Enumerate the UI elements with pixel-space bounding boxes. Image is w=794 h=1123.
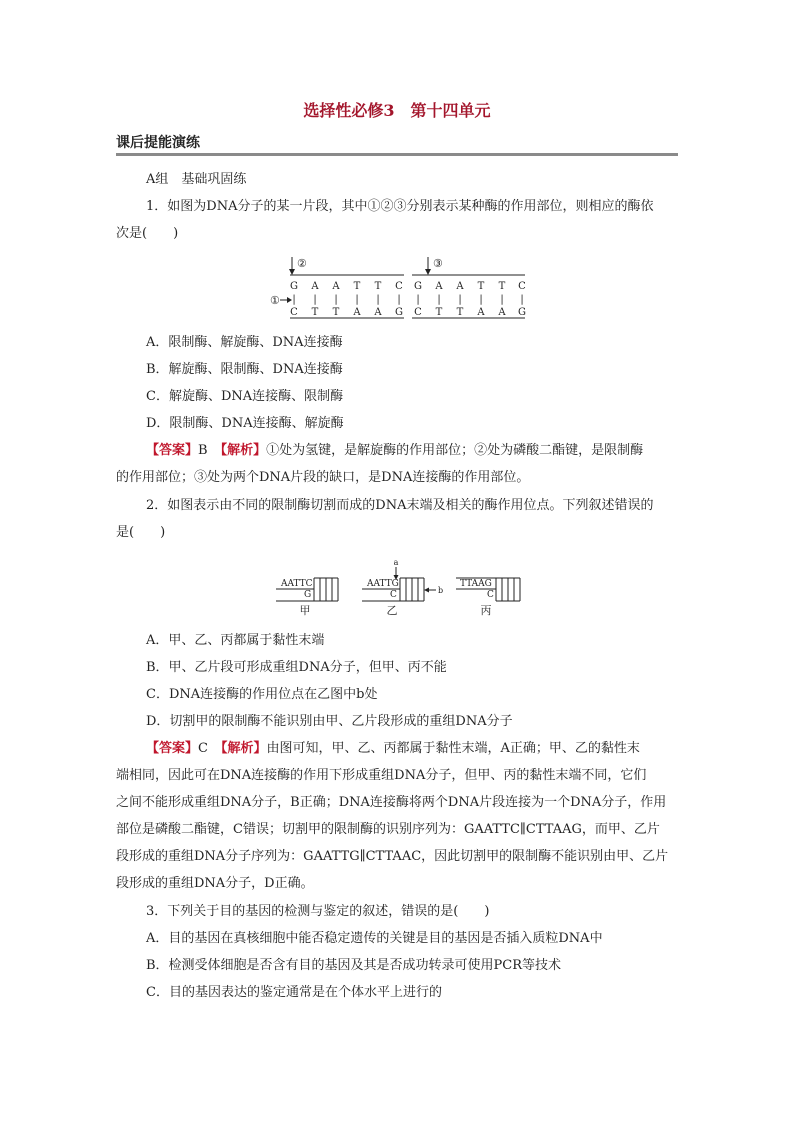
q2-analysis-line2: 端相同，因此可在DNA连接酶的作用下形成重组DNA分子，但甲、丙的黏性末端不同，它们 xyxy=(116,768,647,783)
q1-top-base: A xyxy=(332,281,340,292)
q2-option-a: A．甲、乙、丙都属于黏性末端 xyxy=(146,633,325,648)
q2-jia-base: G xyxy=(304,590,312,600)
q1-bottom-base: T xyxy=(311,307,319,318)
q1-stem-line1: 1．如图为DNA分子的某一片段，其中①②③分别表示某种酶的作用部位，则相应的酶依 xyxy=(146,199,654,214)
q1-hbond: | xyxy=(500,294,504,305)
q1-top-base: G xyxy=(290,281,298,292)
q1-bottom-base: A xyxy=(477,307,485,318)
q2-label-yi: 乙 xyxy=(386,604,398,617)
q2-answer-line xyxy=(146,740,640,758)
q1-hbond: | xyxy=(437,294,441,305)
q1-bottom-base: A xyxy=(353,307,361,318)
q1-hbond: | xyxy=(479,294,483,305)
q1-top-base: C xyxy=(395,281,403,292)
q1-hbond: | xyxy=(520,294,524,305)
q1-hbond: | xyxy=(355,294,359,305)
q1-stem-line2: 次是( ) xyxy=(116,226,179,241)
q2-label-jia: 甲 xyxy=(299,604,311,617)
q1-analysis-tag: 【解析】 xyxy=(220,443,267,458)
q1-hbond: | xyxy=(376,294,380,305)
q1-bottom-base: A xyxy=(374,307,382,318)
q1-top-base: T xyxy=(353,281,361,292)
q2-option-c: C．DNA连接酶的作用位点在乙图中b处 xyxy=(146,687,378,702)
q1-bottom-base: T xyxy=(456,307,464,318)
q1-bottom-base: G xyxy=(395,307,403,318)
q2-sticky-ends-figure xyxy=(268,556,530,620)
q2-answer-tag: 【答案】 xyxy=(146,741,199,756)
q1-top-base: G xyxy=(414,281,422,292)
q2-yi-sequence: AATTG xyxy=(367,579,399,589)
q2-stem-line1: 2．如图表示由不同的限制酶切割而成的DNA末端及相关的酶作用位点。下列叙述错误的 xyxy=(146,498,654,513)
q1-option-b: B．解旋酶、限制酶、DNA连接酶 xyxy=(146,362,343,377)
q1-dna-figure xyxy=(260,252,540,324)
q1-hbond: | xyxy=(397,294,401,305)
q1-bottom-base: G xyxy=(518,307,526,318)
q2-option-b: B．甲、乙片段可形成重组DNA分子，但甲、丙不能 xyxy=(146,660,447,675)
q1-option-c: C．解旋酶、DNA连接酶、限制酶 xyxy=(146,389,344,404)
q1-hbond: | xyxy=(416,294,420,305)
q1-option-a: A．限制酶、解旋酶、DNA连接酶 xyxy=(146,335,343,350)
q2-fragment-jia xyxy=(276,578,338,617)
page-title: 选择性必修3 第十四单元 xyxy=(303,101,491,120)
q2-yi-base: C xyxy=(390,590,397,600)
q3-option-c: C．目的基因表达的鉴定通常是在个体水平上进行的 xyxy=(146,985,442,1000)
q1-top-base: C xyxy=(518,281,526,292)
group-a-label: A组 基础巩固练 xyxy=(146,172,247,187)
q1-arrowhead-2 xyxy=(289,269,295,275)
q1-option-d: D．限制酶、DNA连接酶、解旋酶 xyxy=(146,416,344,431)
q1-bottom-base: T xyxy=(435,307,443,318)
q2-analysis-line5: 段形成的重组DNA分子序列为：GAATTG∥CTTAAC，因此切割甲的限制酶不能识别由甲、乙片 xyxy=(116,849,669,864)
q2-analysis-line6: 段形成的重组DNA分子，D正确。 xyxy=(116,876,314,891)
q1-top-base: A xyxy=(435,281,443,292)
q1-top-base: T xyxy=(498,281,506,292)
q1-analysis-line2: 的作用部位；③处为两个DNA片段的缺口，是DNA连接酶的作用部位。 xyxy=(116,470,530,485)
q2-mark-b: b xyxy=(438,586,444,595)
q2-arrowhead-b xyxy=(424,588,429,593)
q1-answer-tag: 【答案】 xyxy=(146,443,199,458)
q2-mark-a: a xyxy=(393,558,399,567)
q3-stem: 3．下列关于目的基因的检测与鉴定的叙述，错误的是( ) xyxy=(146,904,490,919)
section-heading: 课后提能演练 xyxy=(116,135,200,151)
q3-option-a: A．目的基因在真核细胞中能否稳定遗传的关键是目的基因是否插入质粒DNA中 xyxy=(146,931,603,946)
q2-fragment-bing xyxy=(456,578,520,617)
q1-arrowhead-1 xyxy=(287,297,292,303)
q1-hbond: | xyxy=(458,294,462,305)
q1-bottom-base: C xyxy=(290,307,298,318)
q2-analysis-line1: 由图可知，甲、乙、丙都属于黏性末端，A正确；甲、乙的黏性末 xyxy=(266,741,640,756)
q1-answer-line xyxy=(146,442,643,460)
q1-answer-value: B xyxy=(198,443,208,458)
q1-bottom-base: T xyxy=(332,307,340,318)
q2-label-bing: 丙 xyxy=(480,604,492,617)
q1-bottom-base: C xyxy=(414,307,422,318)
q2-stem-line2: 是( ) xyxy=(116,525,166,540)
q3-option-b: B．检测受体细胞是否含有目的基因及其是否成功转录可使用PCR等技术 xyxy=(146,958,562,973)
q1-bottom-base: A xyxy=(498,307,506,318)
q2-analysis-line4: 部位是磷酸二酯键，C错误；切割甲的限制酶的识别序列为：GAATTC∥CTTAAG，而甲、乙片 xyxy=(116,822,660,837)
q1-arrowhead-3 xyxy=(425,269,431,275)
q2-jia-sequence: AATTC xyxy=(281,579,313,589)
q1-hbond: | xyxy=(313,294,317,305)
q1-top-base: A xyxy=(456,281,464,292)
q1-mark-1: ① xyxy=(270,294,280,307)
q1-top-base: T xyxy=(477,281,485,292)
q2-bing-base: C xyxy=(487,590,494,600)
q1-top-base: T xyxy=(374,281,382,292)
q1-hbond: | xyxy=(292,294,296,305)
q1-analysis-line1: ①处为氢键，是解旋酶的作用部位；②处为磷酸二酯键，是限制酶 xyxy=(266,443,644,458)
q2-analysis-tag: 【解析】 xyxy=(220,741,267,756)
section-divider xyxy=(116,153,678,156)
q1-top-base: A xyxy=(311,281,319,292)
q2-option-d: D．切割甲的限制酶不能识别由甲、乙片段形成的重组DNA分子 xyxy=(146,714,513,729)
q1-hbond: | xyxy=(334,294,338,305)
q2-answer-value: C xyxy=(198,741,208,756)
q2-fragment-yi xyxy=(362,558,443,617)
q2-bing-sequence: TTAAG xyxy=(460,579,492,589)
q1-mark-3: ③ xyxy=(433,257,443,270)
q1-mark-2: ② xyxy=(297,257,307,270)
q2-analysis-line3: 之间不能形成重组DNA分子，B正确；DNA连接酶将两个DNA片段连接为一个DNA分子，作用 xyxy=(116,795,667,810)
